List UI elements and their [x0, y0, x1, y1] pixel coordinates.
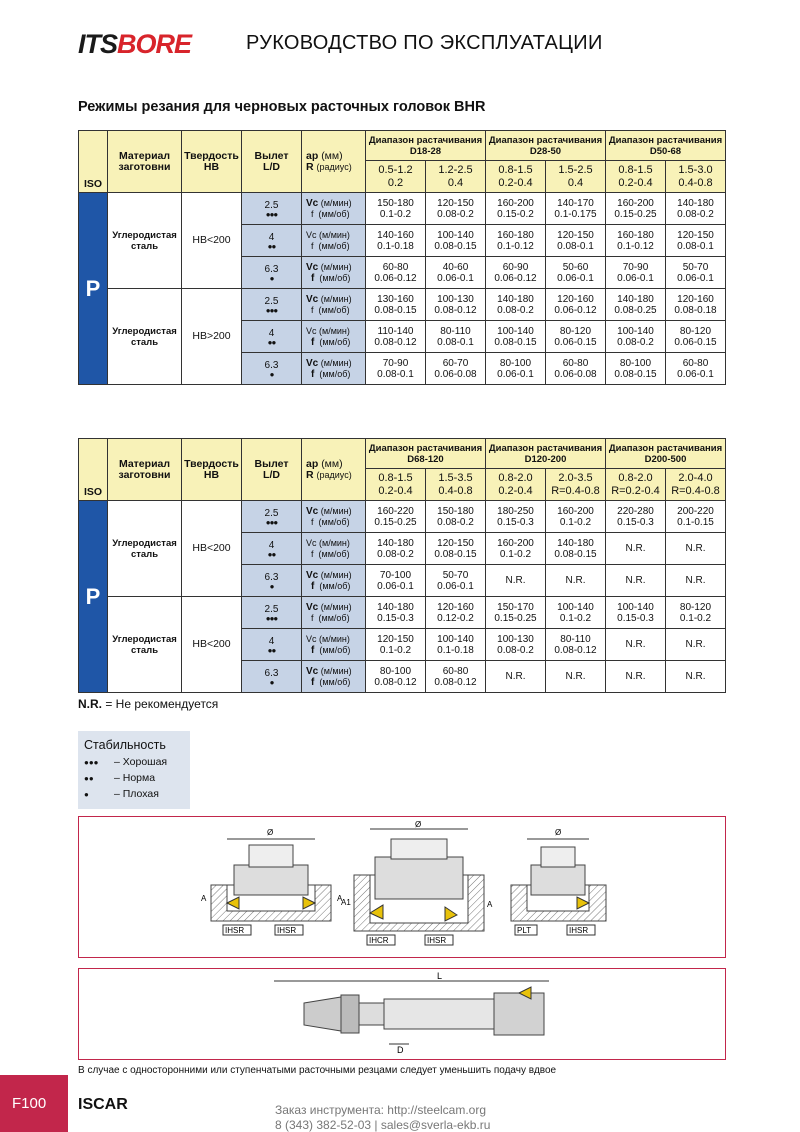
- cutting-value-cell: 200-220 0.1-0.15: [666, 501, 726, 533]
- cutting-value-cell: 80-100 0.06-0.1: [486, 353, 546, 385]
- logo-part-bore: BORE: [117, 29, 192, 59]
- cutting-value-cell: 60-80 0.06-0.1: [666, 353, 726, 385]
- svg-text:IHCR: IHCR: [369, 936, 389, 945]
- cutting-value-cell: 140-180 0.08-0.2: [366, 533, 426, 565]
- cutting-value-cell: 160-200 0.1-0.2: [486, 533, 546, 565]
- material-cell: Углеродистая сталь: [108, 597, 182, 693]
- svg-text:IHSR: IHSR: [569, 926, 589, 935]
- cutting-value-cell: 120-160 0.08-0.18: [666, 289, 726, 321]
- legend-text: – Хорошая: [114, 756, 168, 768]
- overhang-cell: 4 ●●: [242, 225, 302, 257]
- svg-text:Ø: Ø: [555, 828, 562, 837]
- cutting-value-cell: 60-80 0.06-0.12: [366, 257, 426, 289]
- ap-value-cell: 0.8-2.0 R=0.2-0.4: [606, 469, 666, 501]
- overhang-cell: 6.3 ●: [242, 661, 302, 693]
- iso-p-badge: P: [79, 193, 108, 385]
- diagram-plt-ihsr: [511, 828, 606, 935]
- diameter-label: Ø: [267, 828, 274, 837]
- cutting-value-cell: 140-170 0.1-0.175: [546, 193, 606, 225]
- section-title: Режимы резания для черновых расточных головок BHR: [78, 99, 486, 115]
- stability-legend: [78, 731, 190, 809]
- cutting-value-cell: 50-70 0.06-0.1: [666, 257, 726, 289]
- cutting-value-cell: 100-140 0.15-0.3: [606, 597, 666, 629]
- cutting-value-cell: 160-180 0.1-0.12: [486, 225, 546, 257]
- cutting-value-cell: 100-140 0.08-0.15: [486, 321, 546, 353]
- cutting-value-cell: 100-130 0.08-0.2: [486, 629, 546, 661]
- page-number: F100: [12, 1095, 47, 1112]
- cutting-value-cell: 110-140 0.08-0.12: [366, 321, 426, 353]
- cutting-value-cell: 120-150 0.08-0.1: [546, 225, 606, 257]
- range-header: Диапазон растачивания D28-50: [486, 131, 606, 161]
- d-label: D: [397, 1045, 404, 1055]
- iso-p-badge: P: [79, 501, 108, 693]
- diagram-caption: В случае с односторонними или ступенчатыми расточными резцами следует уменьшить подачу вдвое: [78, 1065, 557, 1076]
- vc-f-label-cell: Vc (м/мин) f (мм/об): [302, 661, 366, 693]
- ap-value-cell: 1.5-2.5 0.4: [546, 161, 606, 193]
- ap-value-cell: 0.8-1.5 0.2-0.4: [486, 161, 546, 193]
- overhang-cell: 2.5 ●●●: [242, 501, 302, 533]
- not-recommended-cell: N.R.: [486, 661, 546, 693]
- page-header-title: РУКОВОДСТВО ПО ЭКСПЛУАТАЦИИ: [246, 32, 603, 54]
- material-header: Материал заготовни: [108, 439, 182, 501]
- not-recommended-cell: N.R.: [606, 629, 666, 661]
- not-recommended-cell: N.R.: [666, 629, 726, 661]
- overhang-cell: 4 ●●: [242, 533, 302, 565]
- cutting-value-cell: 80-100 0.08-0.15: [606, 353, 666, 385]
- hardness-cell: HB>200: [182, 289, 242, 385]
- not-recommended-cell: N.R.: [486, 565, 546, 597]
- hardness-header: Твердость HB: [182, 131, 242, 193]
- nr-footnote: [78, 697, 218, 711]
- ap-value-cell: 1.5-3.0 0.4-0.8: [666, 161, 726, 193]
- tool-assembly-box: [78, 968, 726, 1060]
- cutting-value-cell: 120-150 0.1-0.2: [366, 629, 426, 661]
- cutting-value-cell: 80-120 0.1-0.2: [666, 597, 726, 629]
- boring-diagrams-box: [78, 816, 726, 958]
- overhang-cell: 4 ●●: [242, 321, 302, 353]
- overhang-cell: 2.5 ●●●: [242, 597, 302, 629]
- svg-text:PLT: PLT: [517, 926, 532, 935]
- not-recommended-cell: N.R.: [666, 533, 726, 565]
- cutting-value-cell: 180-250 0.15-0.3: [486, 501, 546, 533]
- not-recommended-cell: N.R.: [606, 533, 666, 565]
- cutting-value-cell: 80-110 0.08-0.1: [426, 321, 486, 353]
- page-number-badge: [0, 1075, 68, 1132]
- legend-title: Стабильность: [84, 738, 166, 752]
- hardness-cell: HB<200: [182, 193, 242, 289]
- ap-value-cell: 1.5-3.5 0.4-0.8: [426, 469, 486, 501]
- overhang-cell: 2.5 ●●●: [242, 193, 302, 225]
- order-link[interactable]: Заказ инструмента: http://steelcam.org: [275, 1103, 487, 1117]
- vc-f-label-cell: Vc (м/мин) f (мм/об): [302, 193, 366, 225]
- vc-f-label-cell: Vc (м/мин) f (мм/об): [302, 321, 366, 353]
- material-cell: Углеродистая сталь: [108, 501, 182, 597]
- cutting-value-cell: 160-180 0.1-0.12: [606, 225, 666, 257]
- cutting-value-cell: 140-180 0.08-0.25: [606, 289, 666, 321]
- diagram-ihcr-ihsr: [341, 820, 493, 945]
- svg-text:IHSR: IHSR: [277, 926, 297, 935]
- cutting-value-cell: 80-120 0.06-0.15: [546, 321, 606, 353]
- material-cell: Углеродистая сталь: [108, 193, 182, 289]
- cutting-table-1: [78, 130, 726, 385]
- cutting-value-cell: 140-180 0.08-0.15: [546, 533, 606, 565]
- a-label-left: A: [201, 894, 207, 903]
- ap-header: ap (мм) R (радиус): [302, 131, 366, 193]
- cutting-value-cell: 120-160 0.12-0.2: [426, 597, 486, 629]
- cutting-value-cell: 120-150 0.08-0.15: [426, 533, 486, 565]
- cutting-value-cell: 120-150 0.08-0.1: [666, 225, 726, 257]
- cutting-value-cell: 100-140 0.08-0.2: [606, 321, 666, 353]
- cutting-value-cell: 60-80 0.08-0.12: [426, 661, 486, 693]
- logo-part-its: ITS: [78, 29, 118, 59]
- overhang-cell: 6.3 ●: [242, 353, 302, 385]
- legend-text: – Плохая: [114, 788, 159, 800]
- itsbore-logo: [78, 30, 191, 58]
- ap-value-cell: 0.8-1.5 0.2-0.4: [606, 161, 666, 193]
- cutting-value-cell: 100-140 0.1-0.18: [426, 629, 486, 661]
- vc-f-label-cell: Vc (м/мин) f (мм/об): [302, 257, 366, 289]
- range-header: Диапазон растачивания D18-28: [366, 131, 486, 161]
- cutting-value-cell: 120-160 0.06-0.12: [546, 289, 606, 321]
- iscar-brand: ISCAR: [78, 1096, 128, 1113]
- overhang-cell: 6.3 ●: [242, 565, 302, 597]
- ap-value-cell: 2.0-3.5 R=0.4-0.8: [546, 469, 606, 501]
- range-header: Диапазон растачивания D120-200: [486, 439, 606, 469]
- cutting-value-cell: 100-140 0.1-0.2: [546, 597, 606, 629]
- cutting-value-cell: 160-200 0.15-0.2: [486, 193, 546, 225]
- cutting-value-cell: 140-160 0.1-0.18: [366, 225, 426, 257]
- legend-text: – Норма: [114, 772, 156, 784]
- vc-f-label-cell: Vc (м/мин) f (мм/об): [302, 289, 366, 321]
- contact-info: 8 (343) 382-52-03 | sales@sverla-ekb.ru: [275, 1118, 491, 1132]
- not-recommended-cell: N.R.: [546, 661, 606, 693]
- ap-value-cell: 2.0-4.0 R=0.4-0.8: [666, 469, 726, 501]
- ap-value-cell: 0.8-1.5 0.2-0.4: [366, 469, 426, 501]
- svg-text:A: A: [487, 900, 493, 909]
- boring-diagrams: [79, 817, 725, 957]
- not-recommended-cell: N.R.: [666, 565, 726, 597]
- cutting-value-cell: 70-90 0.06-0.1: [606, 257, 666, 289]
- cutting-value-cell: 140-180 0.08-0.2: [486, 289, 546, 321]
- range-header: Диапазон растачивания D200-500: [606, 439, 726, 469]
- not-recommended-cell: N.R.: [606, 661, 666, 693]
- vc-f-label-cell: Vc (м/мин) f (мм/об): [302, 353, 366, 385]
- cutting-value-cell: 80-110 0.08-0.12: [546, 629, 606, 661]
- cutting-value-cell: 150-170 0.15-0.25: [486, 597, 546, 629]
- iso-header: ISO: [79, 131, 108, 193]
- overhang-header: Вылет L/D: [242, 131, 302, 193]
- cutting-value-cell: 120-150 0.08-0.2: [426, 193, 486, 225]
- hardness-cell: HB<200: [182, 597, 242, 693]
- legend-dots: ●: [84, 790, 89, 799]
- cutting-value-cell: 60-70 0.06-0.08: [426, 353, 486, 385]
- cutting-value-cell: 70-90 0.08-0.1: [366, 353, 426, 385]
- tool-assembly-diagram: [79, 969, 725, 1059]
- nr-text: = Не рекомендуется: [102, 697, 219, 711]
- material-header: Материал заготовни: [108, 131, 182, 193]
- material-cell: Углеродистая сталь: [108, 289, 182, 385]
- ap-value-cell: 0.8-2.0 0.2-0.4: [486, 469, 546, 501]
- cutting-value-cell: 160-220 0.15-0.25: [366, 501, 426, 533]
- legend-dots: ●●: [84, 774, 94, 783]
- cutting-value-cell: 50-60 0.06-0.1: [546, 257, 606, 289]
- overhang-header: Вылет L/D: [242, 439, 302, 501]
- svg-text:IHSR: IHSR: [427, 936, 447, 945]
- vc-f-label-cell: Vc (м/мин) f (мм/об): [302, 597, 366, 629]
- vc-f-label-cell: Vc (м/мин) f (мм/об): [302, 629, 366, 661]
- svg-text:IHSR: IHSR: [225, 926, 245, 935]
- vc-f-label-cell: Vc (м/мин) f (мм/об): [302, 533, 366, 565]
- cutting-value-cell: 60-90 0.06-0.12: [486, 257, 546, 289]
- cutting-value-cell: 130-160 0.08-0.15: [366, 289, 426, 321]
- cutting-value-cell: 80-120 0.06-0.15: [666, 321, 726, 353]
- a-label-right: A: [337, 894, 343, 903]
- length-label: L: [437, 971, 443, 981]
- cutting-value-cell: 220-280 0.15-0.3: [606, 501, 666, 533]
- hardness-header: Твердость HB: [182, 439, 242, 501]
- legend-item-poor: [84, 788, 159, 800]
- range-header: Диапазон растачивания D50-68: [606, 131, 726, 161]
- diagram-ihsr-ihsr: [201, 828, 343, 935]
- cutting-value-cell: 50-70 0.06-0.1: [426, 565, 486, 597]
- iso-header: ISO: [79, 439, 108, 501]
- vc-f-label-cell: Vc (м/мин) f (мм/об): [302, 225, 366, 257]
- svg-text:A1: A1: [341, 898, 351, 907]
- cutting-value-cell: 140-180 0.15-0.3: [366, 597, 426, 629]
- cutting-value-cell: 80-100 0.08-0.12: [366, 661, 426, 693]
- cutting-value-cell: 40-60 0.06-0.1: [426, 257, 486, 289]
- nr-abbr: N.R.: [78, 697, 102, 711]
- range-header: Диапазон растачивания D68-120: [366, 439, 486, 469]
- cutting-value-cell: 70-100 0.06-0.1: [366, 565, 426, 597]
- cutting-value-cell: 140-180 0.08-0.2: [666, 193, 726, 225]
- not-recommended-cell: N.R.: [546, 565, 606, 597]
- cutting-table-2: [78, 438, 726, 693]
- hardness-cell: HB<200: [182, 501, 242, 597]
- cutting-value-cell: 100-130 0.08-0.12: [426, 289, 486, 321]
- legend-dots: ●●●: [84, 758, 99, 767]
- cutting-value-cell: 150-180 0.08-0.2: [426, 501, 486, 533]
- ap-value-cell: 0.5-1.2 0.2: [366, 161, 426, 193]
- ap-header: ap (мм) R (радиус): [302, 439, 366, 501]
- vc-f-label-cell: Vc (м/мин) f (мм/об): [302, 501, 366, 533]
- not-recommended-cell: N.R.: [666, 661, 726, 693]
- cutting-value-cell: 160-200 0.15-0.25: [606, 193, 666, 225]
- overhang-cell: 6.3 ●: [242, 257, 302, 289]
- overhang-cell: 2.5 ●●●: [242, 289, 302, 321]
- overhang-cell: 4 ●●: [242, 629, 302, 661]
- not-recommended-cell: N.R.: [606, 565, 666, 597]
- svg-text:Ø: Ø: [415, 820, 422, 829]
- ap-value-cell: 1.2-2.5 0.4: [426, 161, 486, 193]
- cutting-value-cell: 60-80 0.06-0.08: [546, 353, 606, 385]
- cutting-value-cell: 160-200 0.1-0.2: [546, 501, 606, 533]
- legend-item-good: [84, 756, 167, 768]
- vc-f-label-cell: Vc (м/мин) f (мм/об): [302, 565, 366, 597]
- legend-item-normal: [84, 772, 155, 784]
- cutting-value-cell: 150-180 0.1-0.2: [366, 193, 426, 225]
- cutting-value-cell: 100-140 0.08-0.15: [426, 225, 486, 257]
